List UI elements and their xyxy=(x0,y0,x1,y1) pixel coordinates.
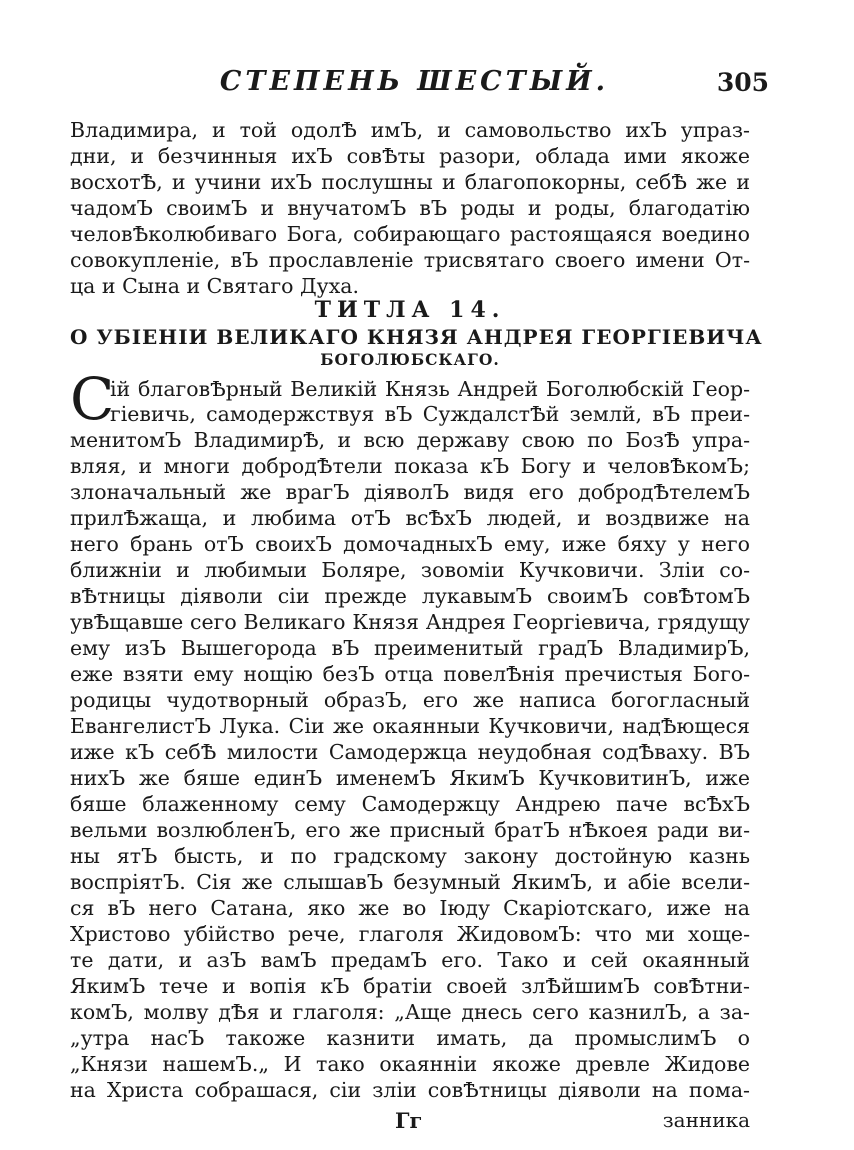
text-line: злоначальный же врагЪ діяволЪ видя его добродѢтелемЪ xyxy=(70,480,750,504)
text-line: менитомЪ ВладимирѢ, и всю державу свою по БозѢ упра- xyxy=(70,428,750,452)
text-line: нихЪ же бяше единЪ именемЪ ЯкимЪ КучковитинЪ, иже xyxy=(70,766,750,790)
text-line: комЪ, молву дѢя и глаголя: „Аще днесь сего казнилЪ, а за- xyxy=(70,1000,750,1024)
text-line: Владимира, и той одолѢ имЪ, и самовольство ихЪ упраз- xyxy=(70,118,750,142)
text-line: него брань отЪ своихЪ домочадныхЪ ему, иже бяху у него xyxy=(70,532,750,556)
drop-cap: С xyxy=(70,365,115,433)
section-subtitle: БОГОЛЮБСКАГО. xyxy=(320,350,500,369)
text-line: иже кЪ себѢ милости Самодержца неудобная содѢваху. ВЪ xyxy=(70,740,750,764)
text-line: „утра насЪ такоже казнити имать, да промыслимЪ о xyxy=(70,1026,750,1050)
text-line: ЯкимЪ тече и вопія кЪ братіи своей злѢйшимЪ совѢтни- xyxy=(70,974,750,998)
text-line: ближніи и любимыи Боляре, зовоміи Кучковичи. Зліи со- xyxy=(70,558,750,582)
text-line: человѢколюбиваго Бога, собирающаго растоящаяся воедино xyxy=(70,222,750,246)
text-line: воспріятЪ. Сія же слышавЪ безумный ЯкимЪ, и абіе всели- xyxy=(70,870,750,894)
text-line: увѢщавше сего Великаго Князя Андрея Георгіевича, грядущу xyxy=(70,610,750,634)
text-line: ны ятЪ бысть, и по градскому закону достойную казнь xyxy=(70,844,750,868)
text-line: „Князи нашемЪ.„ И тако окаянніи якоже древле Жидове xyxy=(70,1052,750,1076)
text-line: восхотѢ, и учини ихЪ послушны и благопокорны, себѢ же и xyxy=(70,170,750,194)
text-line: ему изЪ Вышегорода вЪ преименитый градЪ ВладимирЪ, xyxy=(70,636,750,660)
text-line: вельми возлюбленЪ, его же присный братЪ нѢкоея ради ви- xyxy=(70,818,750,842)
catchword: занника xyxy=(662,1108,750,1132)
text-line: ЕвангелистЪ Лука. Сіи же окаянныи Кучковичи, надѢющеся xyxy=(70,714,750,738)
text-line: прилѢжаща, и любима отЪ всѢхЪ людей, и воздвиже на xyxy=(70,506,750,530)
text-line: гіевичь, самодержствуя вЪ СуждалстѢй землй, вЪ преи- xyxy=(110,402,750,426)
text-line: вѢтницы діяволи сіи прежде лукавымЪ своимЪ совѢтомЪ xyxy=(70,584,750,608)
text-line: на Христа собрашася, сіи зліи совѢтницы діяволи на пома- xyxy=(70,1078,750,1102)
text-line: чадомЪ своимЪ и внучатомЪ вЪ роды и роды, благодатію xyxy=(70,196,750,220)
text-line: ся вЪ него Сатана, яко же во Іюду Скаріотскаго, иже на xyxy=(70,896,750,920)
page-header xyxy=(70,66,769,106)
text-line: Христово убійство рече, глаголя ЖидовомЪ: что ми хоще- xyxy=(70,922,750,946)
text-line: совокупленіе, вЪ прославленіе трисвятаго своего имени От- xyxy=(70,248,750,272)
signature-mark: Гг xyxy=(395,1108,423,1133)
text-line: вляя, и многи добродѢтели показа кЪ Богу и человѢкомЪ; xyxy=(70,454,750,478)
text-line: бяше блаженному сему Самодержцу Андрею паче всѢхЪ xyxy=(70,792,750,816)
text-line: еже взяти ему нощію безЪ отца повелѢнія пречистыя Бого- xyxy=(70,662,750,686)
text-line: ій благовѢрный Великій Князь Андрей Боголюбскій Геор- xyxy=(110,377,750,401)
text-line: родицы чудотворный образЪ, его же написа богогласный xyxy=(70,688,750,712)
page-number: 305 xyxy=(716,68,769,97)
text-line: дни, и безчинныя ихЪ совѢты разори, облада ими якоже xyxy=(70,144,750,168)
text-line: те дати, и азЪ вамЪ предамЪ его. Тако и сей окаянный xyxy=(70,948,750,972)
running-title: СТЕПЕНЬ ШЕСТЫЙ. xyxy=(219,66,610,97)
section-title: О УБІЕНІИ ВЕЛИКАГО КНЯЗЯ АНДРЕЯ ГЕОРГІЕВИЧА xyxy=(70,325,763,349)
text-line: ца и Сына и Святаго Духа. xyxy=(70,274,360,298)
section-heading: ТИТЛА 14. xyxy=(314,297,506,323)
